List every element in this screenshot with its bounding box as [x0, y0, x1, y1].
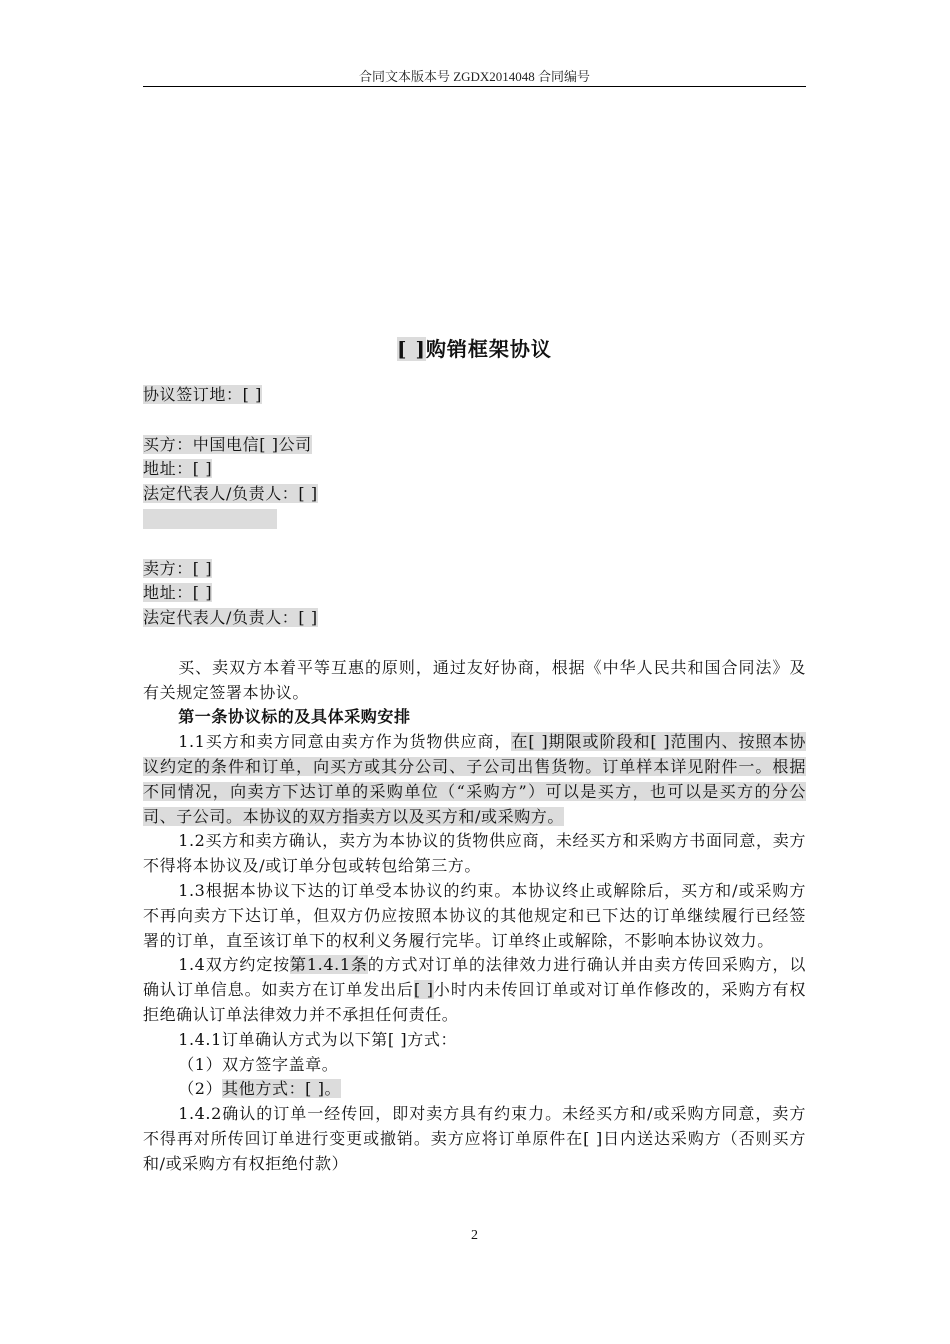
article-1-heading: 第一条协议标的及具体采购安排 — [178, 707, 411, 727]
option-2 — [143, 1077, 806, 1102]
blank-highlight — [143, 509, 277, 529]
document-body — [143, 383, 806, 1177]
option-2-label: （2） — [178, 1079, 223, 1099]
clause-1-4-1: 1.4.1订单确认方式为以下第[ ]方式： — [178, 1029, 458, 1049]
clause-1-4-tail: 小时内未传回订单或对订单作修改的，采购方有权拒绝确认订单法律效力并不承担任何责任。 — [143, 980, 806, 1024]
page-number: 2 — [471, 1228, 478, 1243]
clause-1-4-body: 的方式对订单的法律效力进行确认并由卖方传回采购方，以确认订单信息。如卖方在订单发出后 — [143, 955, 806, 1000]
page-header: 合同文本版本号 ZGDX2014048 合同编号 — [358, 69, 591, 84]
seller-address: 地址：[ ] — [143, 583, 213, 603]
clause-1-4-blank: [ ] — [413, 980, 434, 1000]
clause-1-2: 1.2买方和卖方确认，卖方为本协议的货物供应商，未经买方和采购方书面同意，卖方不得将本协议及/或订单分包或转包给第三方。 — [143, 831, 806, 876]
title-bracket: [ ] — [397, 337, 426, 361]
clause-1-3: 1.3根据本协议下达的订单受本协议的约束。本协议终止或解除后，买方和/或采购方不再向卖方下达订单，但双方仍应按照本协议的其他规定和已下达的订单继续履行已经签署的订单，直至该订单下的权利义务履行完毕。订单终止或解除，不影响本协议效力。 — [143, 880, 806, 950]
header-rule — [143, 86, 806, 87]
clause-1-4-2: 1.4.2确认的订单一经传回，即对卖方具有约束力。未经买方和/或采购方同意，卖方不得再对所传回订单进行变更或撤销。卖方应将订单原件在[ ]日内送达采购方（否则买方和/或采购方有权拒绝付款） — [143, 1104, 806, 1173]
clause-1-4-ref: 第1.4.1条 — [290, 955, 368, 975]
option-2-text: 其他方式：[ ]。 — [222, 1079, 342, 1099]
clause-1-1-highlight: 在[ ]期限或阶段和[ ]范围内、按照本协议约定的条件和订单，向买方或其分公司、子公司出售货物。订单样本详见附件一。根据不同情况，向卖方下达订单的采购单位（“采购方”）可以是买方，也可以是买方的分公司、子公司。本协议的双方指卖方以及买方和/或采购方。 — [143, 732, 806, 826]
seller-representative: 法定代表人/负责人：[ ] — [143, 608, 318, 628]
clause-1-1 — [143, 730, 806, 829]
buyer-address: 地址：[ ] — [143, 459, 213, 479]
clause-1-4 — [143, 953, 806, 1027]
buyer-name: 买方：中国电信[ ]公司 — [143, 434, 312, 454]
option-1: （1）双方签字盖章。 — [178, 1054, 339, 1074]
document-title — [143, 333, 806, 362]
seller-name: 卖方：[ ] — [143, 558, 213, 578]
intro-paragraph: 买、卖双方本着平等互惠的原则，通过友好协商，根据《中华人民共和国合同法》及有关规定签署本协议。 — [143, 657, 806, 702]
clause-1-1-lead: 1.1买方和卖方同意由卖方作为货物供应商， — [178, 732, 512, 752]
sign-place: 协议签订地：[ ] — [143, 385, 262, 404]
title-text: 购销框架协议 — [425, 337, 552, 361]
clause-1-4-lead: 1.4双方约定按 — [178, 955, 291, 975]
buyer-representative: 法定代表人/负责人：[ ] — [143, 484, 318, 504]
